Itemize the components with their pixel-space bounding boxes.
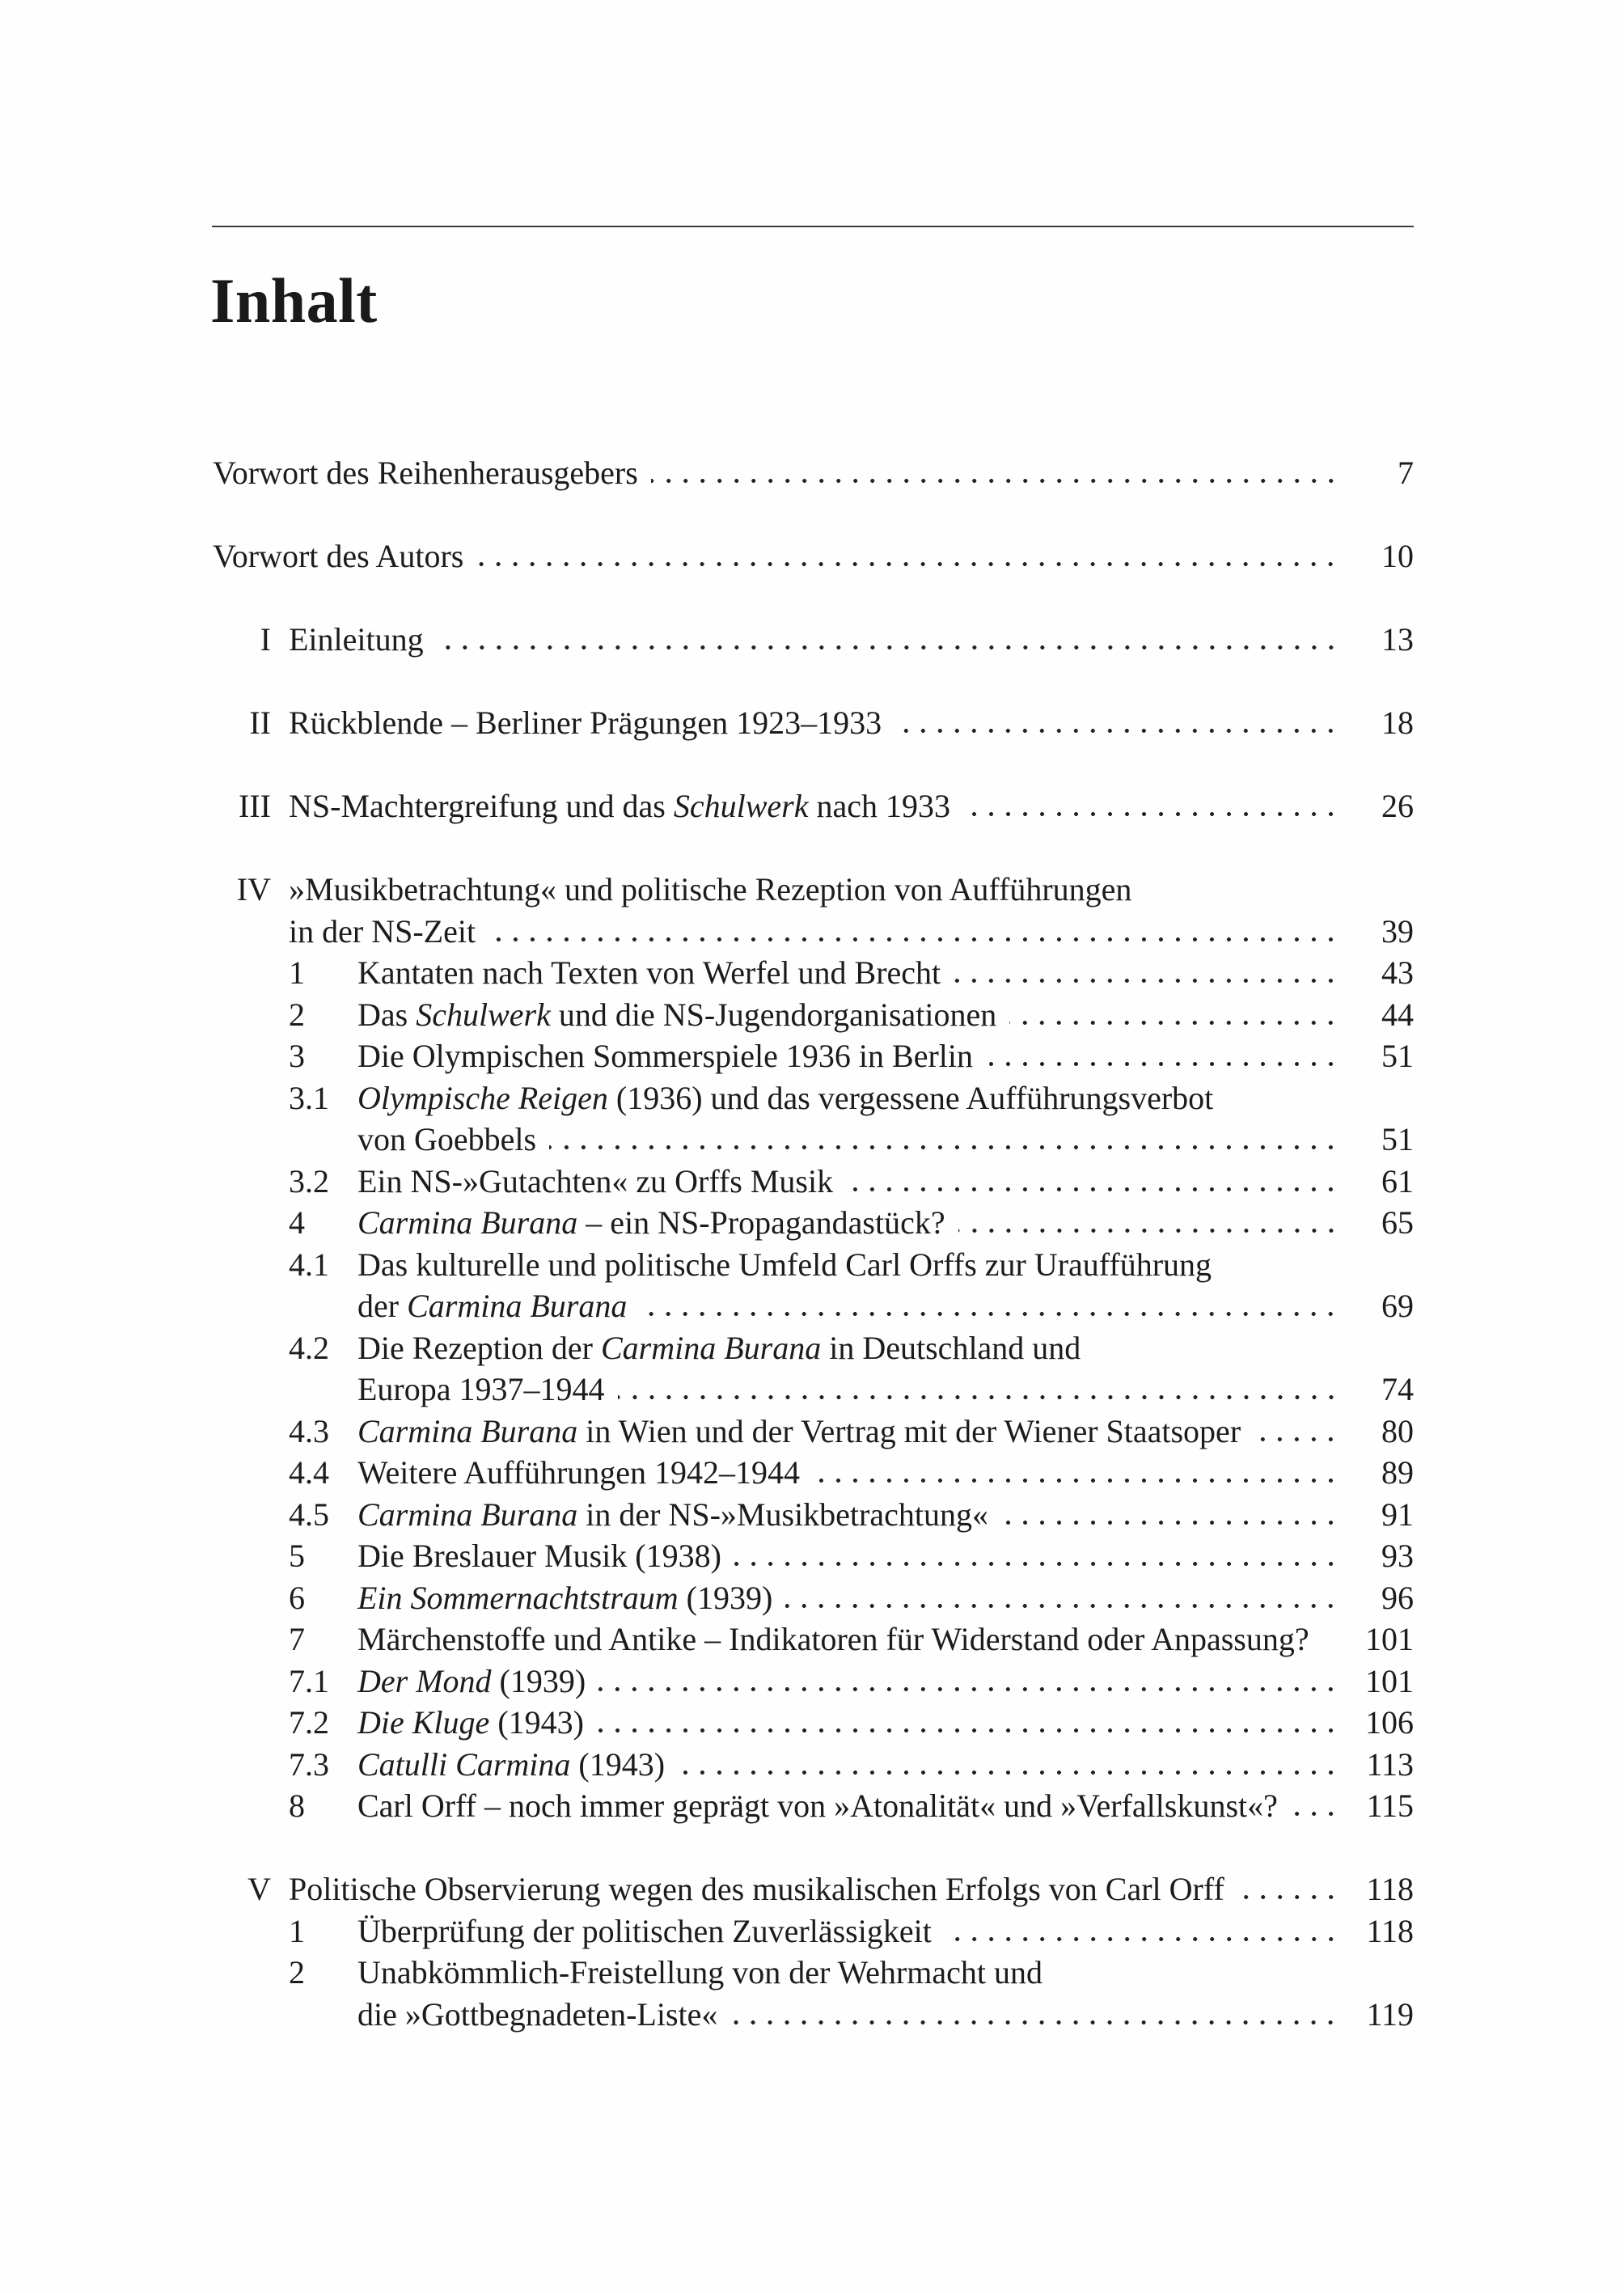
toc-entry-title xyxy=(357,1411,1241,1453)
toc-entry-title xyxy=(289,869,1131,911)
toc-entry-title xyxy=(357,1577,772,1619)
toc-entry-number: IV xyxy=(236,871,271,907)
dot-leader xyxy=(785,1603,1339,1609)
dot-leader xyxy=(730,2020,1339,2025)
toc-page-number: 43 xyxy=(1381,954,1414,991)
toc-title-segment: nach 1933 xyxy=(808,788,950,824)
toc-entry-title xyxy=(357,1910,932,1952)
toc-entry-title xyxy=(357,1077,1213,1119)
dot-leader xyxy=(846,1187,1339,1192)
toc-title-segment: Carmina Burana xyxy=(357,1204,578,1241)
dot-leader xyxy=(1001,1520,1339,1525)
toc-row xyxy=(213,1702,1414,1744)
toc-row xyxy=(213,535,1414,577)
toc-entry-number: 1 xyxy=(289,954,305,991)
toc-entry-number: 3.2 xyxy=(289,1162,329,1199)
toc-entry-title xyxy=(289,1868,1224,1910)
toc-entry-title xyxy=(289,619,424,661)
toc-entry-number: 7.2 xyxy=(289,1704,329,1741)
toc-entry-number: 4.3 xyxy=(289,1412,329,1449)
toc-entry-number: I xyxy=(260,621,271,658)
toc-title-segment: in Wien und der Vertrag mit der Wiener Staatsoper xyxy=(577,1412,1241,1449)
toc-entry-title xyxy=(357,1535,721,1577)
toc-entry-title xyxy=(357,1244,1212,1286)
toc-row xyxy=(213,1618,1414,1661)
toc-entry-number: V xyxy=(247,1871,271,1907)
dot-leader xyxy=(986,1061,1339,1067)
toc-entry-title xyxy=(289,702,882,744)
toc-page-number: 80 xyxy=(1381,1412,1414,1449)
toc-title-segment: Vorwort des Reihenherausgebers xyxy=(213,455,638,491)
toc-entry-title xyxy=(213,452,638,494)
toc-page-number: 51 xyxy=(1381,1038,1414,1074)
toc-title-segment: Rückblende – Berliner Prägungen 1923–1933 xyxy=(289,704,882,741)
toc-title-segment: Märchenstoffe und Antike – Indikatoren für Widerstand oder Anpassung? xyxy=(357,1621,1309,1657)
toc-title-segment: Carmina Burana xyxy=(357,1412,578,1449)
dot-leader xyxy=(954,978,1339,984)
toc-title-segment: (1943) xyxy=(489,1704,584,1741)
toc-entry-number: 7.3 xyxy=(289,1745,329,1783)
toc-title-segment: Schulwerk xyxy=(673,788,809,824)
toc-title-segment: Vorwort des Autors xyxy=(213,538,464,574)
toc-entry-title xyxy=(357,1702,584,1744)
dot-leader xyxy=(1254,1436,1339,1442)
toc-title-segment: Catulli Carmina xyxy=(357,1745,571,1783)
toc-entry-title xyxy=(289,911,476,953)
toc-title-segment: in der NS-Zeit xyxy=(289,912,476,950)
toc-entry-title xyxy=(213,535,463,577)
toc-entry-number: 1 xyxy=(289,1912,305,1949)
toc-row xyxy=(213,1577,1414,1619)
toc-page-number: 101 xyxy=(1365,1621,1414,1657)
toc-entry-number: 6 xyxy=(289,1579,305,1616)
toc-title-segment: Politische Observierung wegen des musikalischen Erfolgs von Carl Orff xyxy=(289,1871,1224,1907)
toc-title-segment: (1939) xyxy=(491,1662,586,1699)
toc-row xyxy=(213,1535,1414,1577)
toc-entry-title xyxy=(357,1285,627,1327)
toc-title-segment: Ein NS-»Gutachten« zu Orffs Musik xyxy=(357,1162,834,1199)
toc-row xyxy=(213,1952,1414,1994)
dot-leader xyxy=(597,1728,1339,1733)
toc-title-segment: »Musikbetrachtung« und politische Rezeption von Aufführungen xyxy=(289,871,1132,907)
toc-row xyxy=(213,994,1414,1036)
header-rule xyxy=(212,226,1414,227)
toc-row xyxy=(213,785,1414,827)
dot-leader xyxy=(1237,1894,1339,1900)
toc-page-number: 7 xyxy=(1398,455,1414,491)
dot-leader xyxy=(678,1770,1339,1775)
toc-row xyxy=(213,1327,1414,1369)
toc-entry-number: 2 xyxy=(289,1954,305,1991)
toc-row xyxy=(213,452,1414,494)
toc-page-number: 74 xyxy=(1381,1371,1414,1407)
toc-entry-number: 4.4 xyxy=(289,1454,329,1491)
toc-page-number: 89 xyxy=(1381,1454,1414,1491)
toc-row xyxy=(213,1077,1414,1119)
toc-row xyxy=(213,619,1414,661)
dot-leader xyxy=(549,1144,1339,1150)
dot-leader xyxy=(618,1394,1339,1400)
dot-leader xyxy=(958,1228,1339,1233)
dot-leader xyxy=(651,478,1339,484)
toc-entry-number: 4.2 xyxy=(289,1329,329,1366)
toc-entry-number: 3.1 xyxy=(289,1079,329,1116)
dot-leader xyxy=(963,811,1339,817)
dot-leader xyxy=(813,1478,1339,1483)
toc-title-segment: Überprüfung der politischen Zuverlässigkeit xyxy=(357,1912,932,1949)
toc-entry-title xyxy=(357,1744,665,1786)
dot-leader xyxy=(476,561,1339,567)
dot-leader xyxy=(894,728,1339,734)
dot-leader xyxy=(598,1686,1339,1692)
toc-entry-title xyxy=(357,1327,1081,1369)
toc-title-segment: NS-Machtergreifung und das xyxy=(289,788,674,824)
toc-page-number: 96 xyxy=(1381,1579,1414,1616)
toc-title-segment: Einleitung xyxy=(289,621,424,658)
dot-leader xyxy=(734,1561,1339,1567)
toc-row xyxy=(213,1035,1414,1077)
toc-entry-title xyxy=(357,1119,536,1161)
toc-entry-number: 5 xyxy=(289,1538,305,1574)
toc-page-number: 113 xyxy=(1366,1745,1414,1783)
toc-entry-title xyxy=(357,1161,833,1203)
toc-title-segment: und die NS-Jugendorganisationen xyxy=(550,996,997,1033)
toc-title-segment: Das kulturelle und politische Umfeld Carl Orffs zur Uraufführung xyxy=(357,1246,1212,1283)
toc-title-segment: Schulwerk xyxy=(416,996,551,1033)
toc-row xyxy=(213,911,1414,953)
toc-entry-title xyxy=(357,1661,586,1703)
toc-row xyxy=(213,1161,1414,1203)
toc-row xyxy=(213,1452,1414,1494)
toc-title-segment: (1939) xyxy=(678,1579,773,1616)
toc-title-segment: Das xyxy=(357,996,417,1033)
toc-entry-title xyxy=(357,1952,1042,1994)
toc-title-segment: der xyxy=(357,1288,408,1324)
toc-row xyxy=(213,1910,1414,1952)
dot-leader xyxy=(1291,1811,1339,1817)
toc-title-segment: (1936) und das vergessene Aufführungsverbot xyxy=(607,1079,1214,1116)
toc-entry-title xyxy=(357,1618,1309,1661)
toc-page-number: 39 xyxy=(1381,912,1414,950)
toc-title-segment: in der NS-»Musikbetrachtung« xyxy=(577,1496,988,1533)
toc-row xyxy=(213,1994,1414,2036)
dot-leader xyxy=(437,645,1339,650)
dot-leader xyxy=(640,1311,1339,1317)
toc-row xyxy=(213,869,1414,911)
toc-row xyxy=(213,952,1414,994)
toc-row xyxy=(213,1785,1414,1827)
toc-row xyxy=(213,702,1414,744)
toc-entry-title xyxy=(357,1452,800,1494)
toc-title-segment: (1943) xyxy=(570,1745,666,1783)
toc-entry-number: III xyxy=(239,788,271,824)
toc-title-segment: Die Olympischen Sommerspiele 1936 in Berlin xyxy=(357,1038,973,1074)
toc-page-number: 44 xyxy=(1381,996,1414,1033)
toc-title-segment: Carmina Burana xyxy=(601,1329,822,1366)
toc-entry-title xyxy=(357,1035,973,1077)
toc-title-segment: Europa 1937–1944 xyxy=(357,1371,605,1407)
toc-title-segment: Carl Orff – noch immer geprägt von »Atonalität« und »Verfallskunst«? xyxy=(357,1787,1278,1824)
page-title: Inhalt xyxy=(210,265,378,336)
toc-page-number: 13 xyxy=(1381,621,1414,658)
toc-entry-number: 4.5 xyxy=(289,1496,329,1533)
toc-page-number: 51 xyxy=(1381,1121,1414,1157)
toc-title-segment: Carmina Burana xyxy=(407,1288,628,1324)
toc-entry-number: II xyxy=(249,704,271,741)
toc-page-number: 101 xyxy=(1365,1662,1414,1699)
toc-entry-title xyxy=(357,1494,988,1536)
toc-title-segment: in Deutschland und xyxy=(821,1329,1081,1366)
toc-title-segment: von Goebbels xyxy=(357,1121,537,1157)
toc-page-number: 10 xyxy=(1381,538,1414,574)
toc-page-number: 119 xyxy=(1366,1995,1414,2033)
toc-row xyxy=(213,1119,1414,1161)
toc-title-segment: Unabkömmlich-Freistellung von der Wehrmacht und xyxy=(357,1954,1042,1991)
toc-entry-title xyxy=(289,785,950,827)
toc-title-segment: Ein Sommernachtstraum xyxy=(357,1579,679,1616)
toc-entry-number: 4 xyxy=(289,1204,305,1241)
toc-page-number: 26 xyxy=(1381,788,1414,824)
dot-leader xyxy=(488,937,1339,942)
toc-page-number: 106 xyxy=(1365,1704,1414,1741)
toc-title-segment: die »Gottbegnadeten-Liste« xyxy=(357,1995,718,2033)
toc-entry-number: 3 xyxy=(289,1038,305,1074)
toc-title-segment: Die Breslauer Musik (1938) xyxy=(357,1538,721,1574)
toc-row xyxy=(213,1661,1414,1703)
toc-entry-title xyxy=(357,952,941,994)
toc-page-number: 91 xyxy=(1381,1496,1414,1533)
toc-page-number: 115 xyxy=(1366,1787,1414,1824)
toc-page-number: 118 xyxy=(1366,1871,1414,1907)
toc-page-number: 69 xyxy=(1381,1288,1414,1324)
toc-entry-title xyxy=(357,1785,1278,1827)
toc-entry-title xyxy=(357,1369,605,1411)
dot-leader xyxy=(1009,1020,1339,1026)
toc-row xyxy=(213,1369,1414,1411)
toc-entry-number: 7 xyxy=(289,1621,305,1657)
toc-page-number: 18 xyxy=(1381,704,1414,741)
toc-row xyxy=(213,1202,1414,1244)
toc-entry-number: 8 xyxy=(289,1787,305,1824)
toc-row xyxy=(213,1285,1414,1327)
toc-row xyxy=(213,1744,1414,1786)
toc-entry-number: 7.1 xyxy=(289,1662,329,1699)
toc-entry-number: 2 xyxy=(289,996,305,1033)
toc-row xyxy=(213,1411,1414,1453)
toc-page-number: 93 xyxy=(1381,1538,1414,1574)
toc-row xyxy=(213,1494,1414,1536)
toc-title-segment: Der Mond xyxy=(357,1662,492,1699)
toc-page-number: 118 xyxy=(1366,1912,1414,1949)
toc-row xyxy=(213,1244,1414,1286)
toc-entry-number: 4.1 xyxy=(289,1246,329,1283)
toc-title-segment: Weitere Aufführungen 1942–1944 xyxy=(357,1454,801,1491)
toc-page-number: 65 xyxy=(1381,1204,1414,1241)
dot-leader xyxy=(945,1936,1339,1942)
toc-title-segment: Kantaten nach Texten von Werfel und Brecht xyxy=(357,954,941,991)
toc-entry-title xyxy=(357,1202,945,1244)
toc-row xyxy=(213,1868,1414,1910)
dot-leader xyxy=(1322,1644,1339,1650)
toc-entry-title xyxy=(357,994,996,1036)
toc-page-number: 61 xyxy=(1381,1162,1414,1199)
toc-title-segment: Die Kluge xyxy=(357,1704,490,1741)
toc-entry-title xyxy=(357,1994,717,2036)
toc-title-segment: Die Rezeption der xyxy=(357,1329,601,1366)
toc-title-segment: Olympische Reigen xyxy=(357,1079,608,1116)
toc-title-segment: Carmina Burana xyxy=(357,1496,578,1533)
toc-title-segment: – ein NS-Propagandastück? xyxy=(577,1204,945,1241)
toc xyxy=(213,452,1414,2035)
